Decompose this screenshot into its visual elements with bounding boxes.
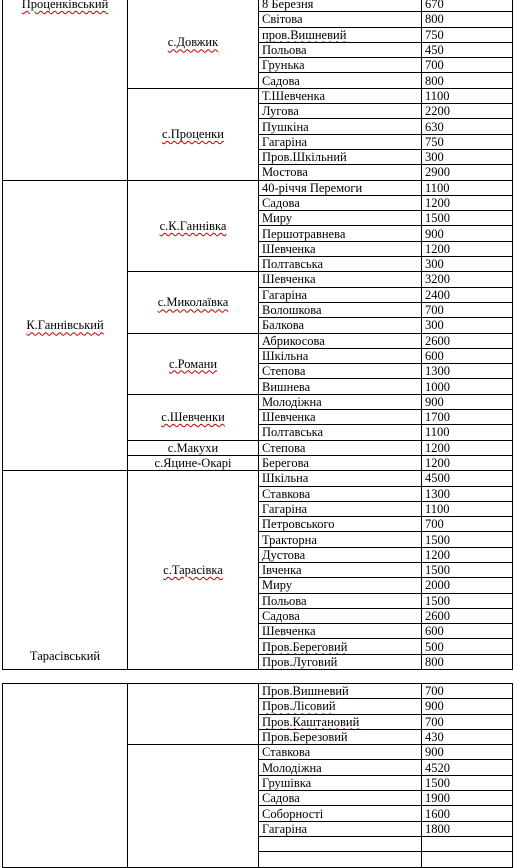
village-cell — [128, 88, 259, 180]
street-cell — [259, 486, 422, 501]
streets-table-continued — [2, 683, 513, 868]
street-cell — [259, 852, 422, 867]
street-name: Ставкова — [262, 486, 311, 501]
street-name: Т.Шевченка — [262, 88, 326, 103]
street-name: Першотравнева — [262, 226, 346, 241]
street-cell — [259, 684, 422, 699]
length-cell: 800 — [422, 12, 513, 27]
street-cell — [259, 318, 422, 333]
street-cell — [259, 440, 422, 455]
village-name: с.Проценки — [162, 127, 224, 142]
street-cell — [259, 364, 422, 379]
street-name: Польова — [262, 593, 307, 608]
street-cell — [259, 379, 422, 394]
length-cell: 1900 — [422, 791, 513, 806]
length-cell: 1600 — [422, 806, 513, 821]
village-cell — [128, 333, 259, 394]
street-name: Шевченка — [262, 241, 316, 256]
street-name: Полтавська — [262, 257, 324, 272]
street-name: Лугова — [262, 104, 299, 119]
length-cell: 1200 — [422, 547, 513, 562]
council-cell — [3, 0, 128, 180]
street-cell — [259, 562, 422, 577]
length-cell: 1700 — [422, 410, 513, 425]
street-cell — [259, 639, 422, 654]
street-name: Польова — [262, 43, 307, 58]
village-name: с.Романи — [168, 356, 218, 371]
street-cell — [259, 729, 422, 744]
street-cell — [259, 714, 422, 729]
street-cell — [259, 58, 422, 73]
village-name: с.Миколаївка — [157, 295, 229, 310]
street-name: Миру — [262, 211, 293, 226]
village-name: с.Шевченки — [161, 410, 225, 425]
street-cell — [259, 471, 422, 486]
length-cell: 900 — [422, 226, 513, 241]
street-cell — [259, 547, 422, 562]
length-cell: 2600 — [422, 333, 513, 348]
street-name: Соборності — [262, 806, 324, 821]
street-name: Молодіжна — [262, 394, 322, 409]
street-cell — [259, 836, 422, 851]
length-cell: 1800 — [422, 821, 513, 836]
length-cell: 300 — [422, 318, 513, 333]
length-cell: 700 — [422, 684, 513, 699]
street-cell — [259, 12, 422, 27]
village-cell — [128, 684, 259, 745]
village-cell — [128, 180, 259, 272]
street-cell — [259, 608, 422, 623]
length-cell: 300 — [422, 149, 513, 164]
length-cell: 1100 — [422, 425, 513, 440]
street-cell — [259, 624, 422, 639]
council-name: Проценківський — [21, 0, 109, 11]
length-cell: 2000 — [422, 578, 513, 593]
street-name: Петровського — [262, 517, 335, 532]
length-cell: 900 — [422, 745, 513, 760]
length-cell: 600 — [422, 624, 513, 639]
street-cell — [259, 394, 422, 409]
street-cell — [259, 791, 422, 806]
village-cell — [128, 471, 259, 670]
village-cell — [128, 455, 259, 470]
length-cell: 1300 — [422, 486, 513, 501]
street-name: Пров.Каштановий — [262, 714, 360, 729]
council-name: Тарасівський — [29, 649, 101, 664]
street-name: Івченка — [262, 563, 302, 578]
street-cell — [259, 806, 422, 821]
street-name: Гагаріна — [262, 501, 308, 516]
street-cell — [259, 760, 422, 775]
street-cell — [259, 699, 422, 714]
street-cell — [259, 348, 422, 363]
village-cell — [128, 440, 259, 455]
street-cell — [259, 180, 422, 195]
street-cell — [259, 257, 422, 272]
street-name: Садова — [262, 609, 300, 624]
length-cell: 3200 — [422, 272, 513, 287]
street-cell — [259, 42, 422, 57]
street-name: 8 Березня — [262, 0, 314, 12]
village-name: с.Довжик — [167, 35, 219, 50]
street-name: Вишнева — [262, 379, 311, 394]
street-name: Балкова — [262, 318, 305, 333]
village-name: с.Макухи — [167, 440, 219, 455]
street-name: Шкільна — [262, 348, 309, 363]
table-row — [3, 180, 513, 195]
street-name: Гагаріна — [262, 821, 308, 836]
street-name: Пушкіна — [262, 119, 309, 134]
length-cell: 1500 — [422, 211, 513, 226]
street-name: Степова — [262, 440, 306, 455]
street-cell — [259, 821, 422, 836]
length-cell: 1500 — [422, 562, 513, 577]
street-name: Садова — [262, 196, 300, 210]
street-name: Волошкова — [262, 303, 322, 318]
street-name: пров.Вишневий — [262, 27, 347, 42]
length-cell: 1100 — [422, 180, 513, 195]
length-cell: 2900 — [422, 165, 513, 180]
length-cell: 1500 — [422, 532, 513, 547]
street-cell — [259, 88, 422, 103]
street-cell — [259, 226, 422, 241]
street-name: Пров.Береговий — [262, 639, 348, 654]
street-cell — [259, 578, 422, 593]
street-name: Садова — [262, 73, 300, 88]
street-cell — [259, 73, 422, 88]
length-cell: 450 — [422, 42, 513, 57]
street-name: Пров.Вишневий — [262, 684, 349, 699]
street-cell — [259, 654, 422, 669]
street-name: Пров.Лісовий — [262, 699, 336, 714]
length-cell: 700 — [422, 58, 513, 73]
street-cell — [259, 287, 422, 302]
length-cell: 430 — [422, 729, 513, 744]
village-name: с.Тарасівка — [163, 563, 223, 578]
street-name: Миру — [262, 578, 293, 593]
street-name: Грушівка — [262, 775, 312, 790]
street-cell — [259, 165, 422, 180]
length-cell: 900 — [422, 699, 513, 714]
table-row — [3, 684, 513, 699]
street-cell — [259, 593, 422, 608]
length-cell: 800 — [422, 654, 513, 669]
street-name: 40-річчя Перемоги — [262, 180, 363, 195]
length-cell: 4500 — [422, 471, 513, 486]
street-name: Абрикосова — [262, 333, 325, 348]
length-cell: 1200 — [422, 455, 513, 470]
length-cell: 800 — [422, 73, 513, 88]
street-name: Мостова — [262, 165, 308, 180]
table-row — [3, 0, 513, 12]
length-cell: 1500 — [422, 775, 513, 790]
street-cell — [259, 211, 422, 226]
length-cell: 1100 — [422, 88, 513, 103]
length-cell: 1000 — [422, 379, 513, 394]
length-cell: 1200 — [422, 440, 513, 455]
page-gap — [0, 675, 514, 683]
length-cell: 750 — [422, 27, 513, 42]
street-cell — [259, 517, 422, 532]
street-name: Шевченка — [262, 272, 316, 287]
street-cell — [259, 425, 422, 440]
street-name: Пров.Березовий — [262, 730, 348, 745]
street-cell — [259, 410, 422, 425]
street-name: Садова — [262, 791, 300, 806]
length-cell: 700 — [422, 714, 513, 729]
length-cell — [422, 852, 513, 867]
street-name: Гагаріна — [262, 287, 308, 302]
length-cell: 1100 — [422, 501, 513, 516]
street-cell — [259, 149, 422, 164]
street-name: Пров.Шкільний — [262, 150, 347, 165]
street-name: Степова — [262, 364, 306, 379]
council-name: К.Ганнівський — [26, 318, 104, 333]
street-name: Пров.Луговий — [262, 654, 338, 669]
length-cell: 700 — [422, 517, 513, 532]
street-cell — [259, 302, 422, 317]
street-cell — [259, 134, 422, 149]
street-name: Берегова — [262, 456, 309, 471]
street-name: Світова — [262, 12, 303, 27]
street-cell — [259, 775, 422, 790]
length-cell — [422, 836, 513, 851]
street-cell — [259, 119, 422, 134]
street-cell — [259, 501, 422, 516]
street-name: Тракторна — [262, 532, 317, 547]
street-cell — [259, 455, 422, 470]
length-cell: 500 — [422, 639, 513, 654]
street-name: Полтавська — [262, 425, 324, 440]
length-cell: 300 — [422, 257, 513, 272]
length-cell: 750 — [422, 134, 513, 149]
street-name: Гагаріна — [262, 134, 308, 149]
council-cell — [3, 180, 128, 471]
length-cell: 1200 — [422, 195, 513, 210]
village-cell — [128, 272, 259, 333]
street-name: Молодіжна — [262, 760, 322, 775]
length-cell: 600 — [422, 348, 513, 363]
council-cell — [3, 684, 128, 868]
street-cell — [259, 745, 422, 760]
length-cell: 670 — [422, 0, 513, 12]
length-cell: 1300 — [422, 364, 513, 379]
street-name: Ставкова — [262, 745, 311, 760]
length-cell: 2200 — [422, 104, 513, 119]
street-cell — [259, 241, 422, 256]
street-cell — [259, 195, 422, 210]
street-name: Грунька — [262, 58, 305, 73]
table-row — [3, 471, 513, 486]
street-name: Шкільна — [262, 471, 309, 486]
length-cell: 4520 — [422, 760, 513, 775]
length-cell: 900 — [422, 394, 513, 409]
streets-table-main — [2, 0, 513, 670]
village-name: с.К.Ганнівка — [159, 218, 227, 233]
village-cell — [128, 0, 259, 88]
street-cell — [259, 532, 422, 547]
street-name: Шевченка — [262, 624, 316, 639]
street-cell — [259, 333, 422, 348]
village-name: с.Яцине-Окарі — [154, 456, 232, 471]
street-cell — [259, 104, 422, 119]
length-cell: 2400 — [422, 287, 513, 302]
street-name: Шевченка — [262, 410, 316, 425]
village-cell — [128, 745, 259, 867]
length-cell: 1500 — [422, 593, 513, 608]
length-cell: 2600 — [422, 608, 513, 623]
village-cell — [128, 394, 259, 440]
length-cell: 630 — [422, 119, 513, 134]
street-cell — [259, 27, 422, 42]
street-cell — [259, 0, 422, 12]
council-cell — [3, 471, 128, 670]
street-name: Дустова — [262, 547, 306, 562]
length-cell: 700 — [422, 302, 513, 317]
length-cell: 1200 — [422, 241, 513, 256]
street-cell — [259, 272, 422, 287]
